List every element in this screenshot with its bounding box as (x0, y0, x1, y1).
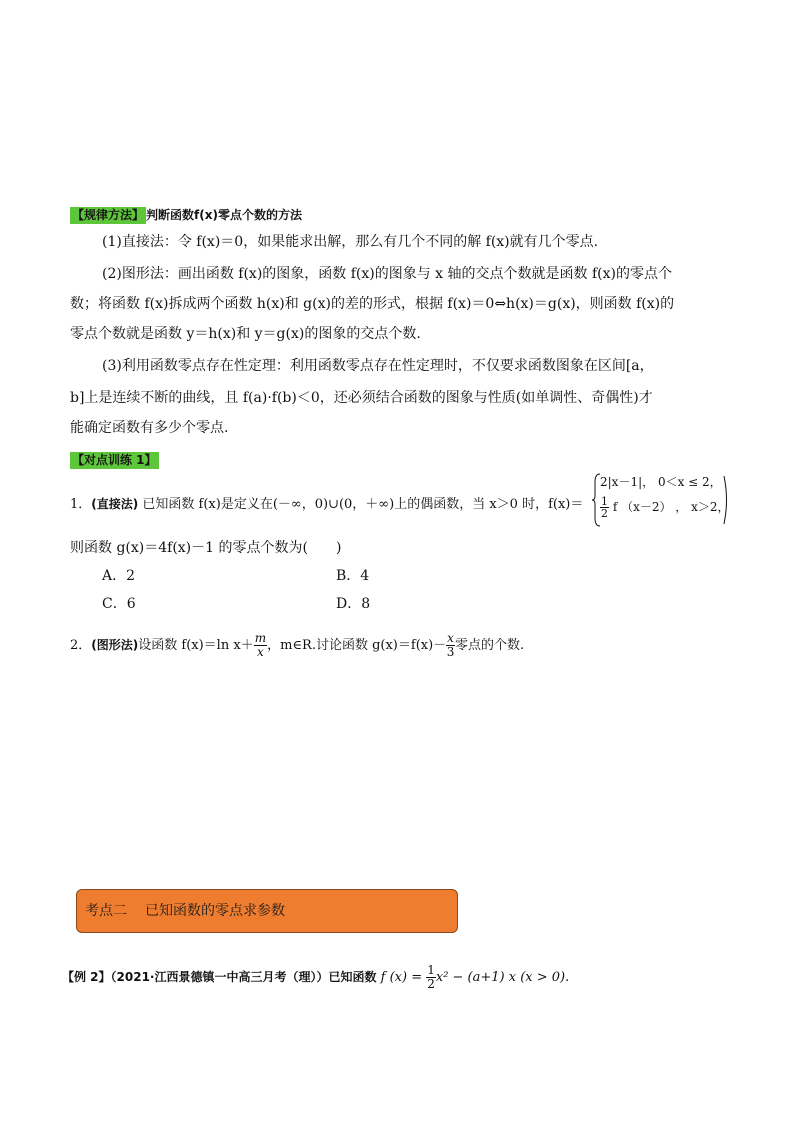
question-2-text-b: ，m∈R.讨论函数 g(x)＝f(x)－ (267, 638, 447, 653)
method-p2b: 数；将函数 f(x)拆成两个函数 h(x)和 g(x)的差的形式，根据 f(x)＝0⇔h(x)＝g(x)，则函数 f(x)的 (70, 296, 675, 312)
option-c: C．6 (102, 596, 136, 612)
question-1-label: (直接法) (91, 497, 139, 511)
method-p3c: 能确定函数有多少个零点. (70, 420, 229, 436)
method-p1: (1)直接法：令 f(x)＝0，如果能求出解，那么有几个不同的解 f(x)就有几个零点. (102, 234, 599, 250)
question-1-line2: 则函数 g(x)＝4f(x)－1 的零点个数为( ) (70, 540, 342, 556)
question-2-text-a: 设函数 f(x)＝ln x＋ (138, 638, 254, 653)
example-fraction-half: $\frac{1}{2}$ (427, 963, 435, 991)
method-heading (70, 205, 302, 225)
method-title: 判断函数f(x)零点个数的方法 (146, 208, 302, 222)
method-p3a: (3)利用函数零点存在性定理：利用函数零点存在性定理时，不仅要求函数图象在区间[a， (102, 358, 654, 374)
method-tag: 【规律方法】 (72, 208, 145, 222)
option-d: D．8 (336, 596, 371, 612)
piece-2 (600, 496, 730, 519)
piece-2-text: f （x－2） ， x＞2， (612, 500, 730, 514)
example-source: （2021·江西景德镇一中高三月考（理））已知函数 (110, 970, 377, 984)
example-formula-b: x² − (a+1) x (x > 0) (435, 970, 566, 985)
question-2 (70, 630, 524, 661)
banner-title: 已知函数的零点求参数 (145, 903, 285, 919)
piecewise-function (592, 472, 732, 528)
question-2-fraction-m-over-x: $\frac{m}{x}$ (254, 631, 267, 659)
question-1 (70, 494, 583, 515)
piece-1: 2|x－1|， 0＜x ≤ 2， (600, 475, 722, 489)
method-p3b: b]上是连续不断的曲线，且 f(a)·f(b)＜0，还必须结合函数的图象与性质(如单调性、奇偶性)才 (70, 390, 653, 406)
example-tag: 【例 2】 (62, 970, 111, 984)
banner-label: 考点二 (85, 903, 127, 919)
question-2-text-c: 零点的个数. (454, 638, 525, 653)
method-p2c: 零点个数就是函数 y＝h(x)和 y＝g(x)的图象的交点个数. (70, 326, 421, 342)
option-a: A．2 (102, 568, 136, 584)
question-1-number: 1． (70, 497, 92, 512)
example-formula-a: f (x) = (380, 970, 427, 985)
section-banner (76, 889, 458, 933)
piece-2-coefficient: $\frac{1}{2}$ (601, 495, 608, 520)
question-2-label: (图形法) (91, 638, 139, 652)
option-b: B．4 (336, 568, 370, 584)
question-1-text: 已知函数 f(x)是定义在(－∞，0)∪(0，＋∞)上的偶函数，当 x＞0 时，f(x)＝ (138, 497, 584, 512)
question-2-fraction-x-over-3: $\frac{x}{3}$ (446, 631, 455, 659)
question-2-number: 2． (70, 638, 92, 653)
training-heading (70, 450, 159, 470)
training-tag: 【对点训练 1】 (72, 453, 157, 467)
example-end: . (565, 970, 570, 985)
method-p2a: (2)图形法：画出函数 f(x)的图象，函数 f(x)的图象与 x 轴的交点个数就是函数 f(x)的零点个 (102, 266, 672, 282)
example-2 (62, 962, 569, 993)
